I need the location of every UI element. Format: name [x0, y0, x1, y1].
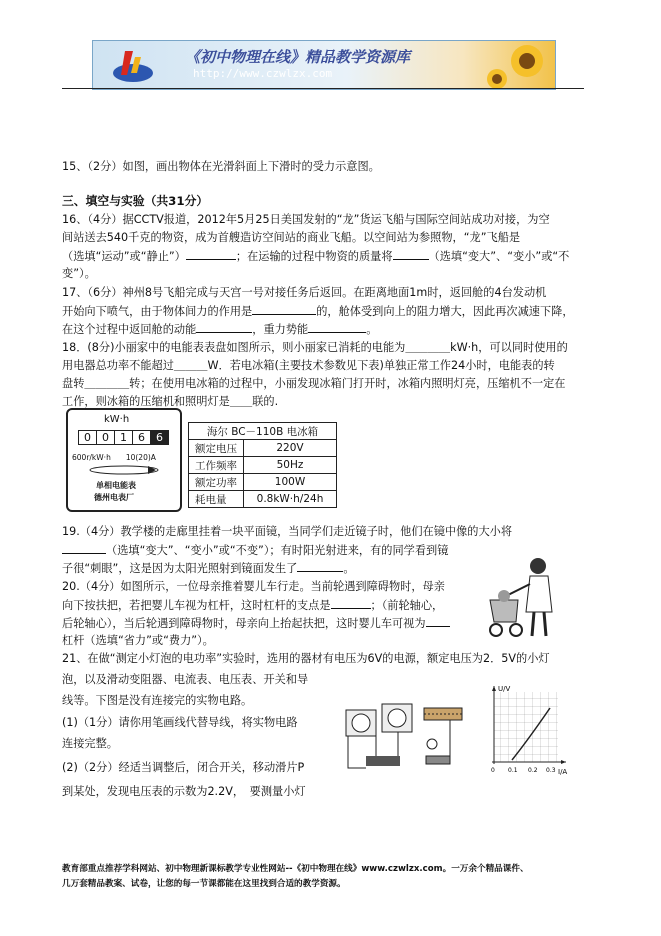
- graph-x-tick: 0.2: [528, 767, 538, 774]
- table-row: [189, 440, 337, 457]
- question-17-line-3: [62, 321, 377, 338]
- q16-text-b: ；在运输的过程中物资的质量将: [235, 250, 393, 263]
- meter-maker: 德州电表厂: [94, 493, 134, 502]
- q20-blank-2[interactable]: [426, 615, 450, 627]
- question-20-line-4: 杠杆（选填“省力”或“费力”）。: [62, 634, 214, 647]
- table-cell: 耗电量: [189, 491, 244, 508]
- question-18-line-4: 工作，则冰箱的压缩机和照明灯是＿＿联的.: [62, 395, 279, 408]
- question-19-line-3: [62, 560, 355, 577]
- disk-arrow-icon: [82, 464, 166, 476]
- question-21-line-4: (1)（1分）请你用笔画线代替导线，将实物电路: [62, 716, 298, 729]
- question-21-line-3: 线等。下图是没有连接完的实物电路。: [62, 694, 253, 707]
- question-16-line-4: 变”）。: [62, 267, 96, 280]
- table-cell: 额定功率: [189, 474, 244, 491]
- table-cell: 220V: [244, 440, 337, 457]
- q19-blank-1[interactable]: [62, 542, 106, 554]
- q20-text-c: 后轮轴心），当后轮遇到障碍物时，母亲向上抬起扶把，这时婴儿车可视为: [62, 617, 426, 630]
- q17-text-e: 。: [366, 323, 378, 336]
- question-16-line-2: 间站送去540千克的物资，成为首艘造访空间站的商业飞船。以空间站为参照物，“龙”飞船是: [62, 231, 521, 244]
- question-21-line-2: 泡，以及滑动变阻器、电流表、电压表、开关和导: [62, 673, 309, 686]
- q16-blank-1[interactable]: [186, 248, 236, 260]
- circuit-illustration: [336, 690, 476, 782]
- table-cell: 0.8kW·h/24h: [244, 491, 337, 508]
- meter-spec: 600r/kW·h 10(20)A: [72, 453, 156, 462]
- table-cell: 工作频率: [189, 457, 244, 474]
- question-20-line-3: [62, 615, 450, 632]
- meter-unit: kW·h: [104, 414, 130, 425]
- question-20-line-1: 20.（4分）如图所示，一位母亲推着婴儿车行走。当前轮遇到障碍物时，母亲: [62, 580, 445, 593]
- question-21-line-1: 21、在做“测定小灯泡的电功率”实验时，选用的器材有电压为6V的电源，额定电压为2．5V的小灯: [62, 652, 550, 665]
- q17-text-b: 的，舱体受到向上的阻力增大，因此再次减速下降，: [316, 305, 574, 318]
- question-15: 15、（2分）如图，画出物体在光滑斜面上下滑时的受力示意图。: [62, 160, 380, 173]
- mother-stroller-illustration: [486, 556, 572, 642]
- meter-digit-last: 6: [151, 431, 168, 444]
- question-19-line-2: [62, 542, 448, 559]
- q17-blank-3[interactable]: [308, 321, 366, 333]
- footer-line-1: 教育部重点推荐学科网站、初中物理新课标教学专业性网站--《初中物理在线》www.czwlzx.com。一万余个精品课件、: [62, 864, 529, 874]
- sunflower-icon: [485, 41, 555, 89]
- question-18-line-1: 18．(8分)小丽家中的电能表表盘如图所示，则小丽家已消耗的电能为＿＿＿＿kW·h，可以同时使用的: [62, 341, 568, 354]
- table-row: [189, 474, 337, 491]
- table-row: [189, 491, 337, 508]
- site-banner: [92, 40, 556, 90]
- meter-digit: 1: [115, 431, 133, 444]
- section-heading: 三、填空与实验（共31分）: [62, 194, 209, 208]
- question-20-line-2: [62, 597, 443, 614]
- footer-line-2: 几万套精品教案、试卷，让您的每一节课都能在这里找到合适的教学资源。: [62, 879, 346, 889]
- question-21-line-6: (2)（2分）经适当调整后，闭合开关，移动滑片P: [62, 761, 305, 774]
- graph-y-label: U/V: [498, 685, 511, 693]
- q17-text-a: 开始向下喷气，由于物体间力的作用是: [62, 305, 253, 318]
- u-i-graph: [484, 682, 570, 782]
- table-cell: 额定电压: [189, 440, 244, 457]
- meter-digit: 0: [79, 431, 97, 444]
- table-cell: 100W: [244, 474, 337, 491]
- question-16-line-3: [62, 248, 569, 265]
- q17-blank-1[interactable]: [252, 303, 316, 315]
- header-rule: [62, 88, 584, 89]
- table-cell: 50Hz: [244, 457, 337, 474]
- q19-text-b: 子很“刺眼”，这是因为太阳光照射到镜面发生了: [62, 562, 298, 575]
- graph-x-tick: 0.3: [546, 767, 556, 774]
- question-17-line-2: [62, 303, 574, 320]
- q16-text-c: （选填“变大”、“变小”或“不: [428, 250, 570, 263]
- q17-blank-2[interactable]: [196, 321, 252, 333]
- meter-digit: 0: [97, 431, 115, 444]
- question-18-line-3: 盘转＿＿＿＿转；在使用电冰箱的过程中，小丽发现冰箱门打开时，冰箱内照明灯亮，压缩机不一定在: [62, 377, 566, 390]
- question-21-line-5: 连接完整。: [62, 737, 118, 750]
- table-title: 海尔 BC－110B 电冰箱: [189, 423, 337, 440]
- graph-x-label: I/A: [558, 768, 568, 776]
- q19-text-a: （选填“变大”、“变小”或“不变”）；有时阳光射进来，有的同学看到镜: [106, 544, 449, 557]
- question-16-line-1: 16、（4分）据CCTV报道，2012年5月25日美国发射的“龙”货运飞船与国际空间站成功对接，为空: [62, 213, 550, 226]
- question-19-line-1: 19.（4分）教学楼的走廊里挂着一块平面镜，当同学们走近镜子时，他们在镜中像的大小将: [62, 525, 513, 538]
- q20-text-a: 向下按扶把，若把婴儿车视为杠杆，这时杠杆的支点是: [62, 599, 331, 612]
- electric-meter: [66, 408, 182, 512]
- table-row: [189, 423, 337, 440]
- graph-x-tick: 0: [491, 767, 495, 774]
- banner-url: http://www.czwlzx.com: [193, 67, 333, 80]
- q17-text-c: 在这个过程中返回舱的动能: [62, 323, 197, 336]
- meter-type: 单相电能表: [96, 481, 136, 490]
- banner-title: 《初中物理在线》精品教学资源库: [185, 48, 411, 66]
- meter-counter: [78, 430, 169, 445]
- question-21-line-7: 到某处，发现电压表的示数为2.2V， 要测量小灯: [62, 785, 306, 798]
- q19-blank-2[interactable]: [297, 560, 343, 572]
- question-17-line-1: 17、（6分）神州8号飞船完成与天宫一号对接任务后返回。在距离地面1m时，返回舱的4台发动机: [62, 286, 547, 299]
- site-logo-icon: [111, 47, 155, 85]
- q17-text-d: ，重力势能: [252, 323, 309, 336]
- q20-text-b: ；（前轮轴心，: [370, 599, 444, 612]
- q19-text-c: 。: [343, 562, 355, 575]
- q16-text-a: （选填“运动”或“静止”）: [62, 250, 186, 263]
- fridge-spec-table: [188, 422, 337, 508]
- meter-digit: 6: [133, 431, 151, 444]
- graph-x-tick: 0.1: [508, 767, 518, 774]
- table-row: [189, 457, 337, 474]
- question-18-line-2: 用电器总功率不能超过＿＿＿W．若电冰箱(主要技术参数见下表)单独正常工作24小时，电能表的转: [62, 359, 555, 372]
- q16-blank-2[interactable]: [393, 248, 429, 260]
- q20-blank-1[interactable]: [331, 597, 371, 609]
